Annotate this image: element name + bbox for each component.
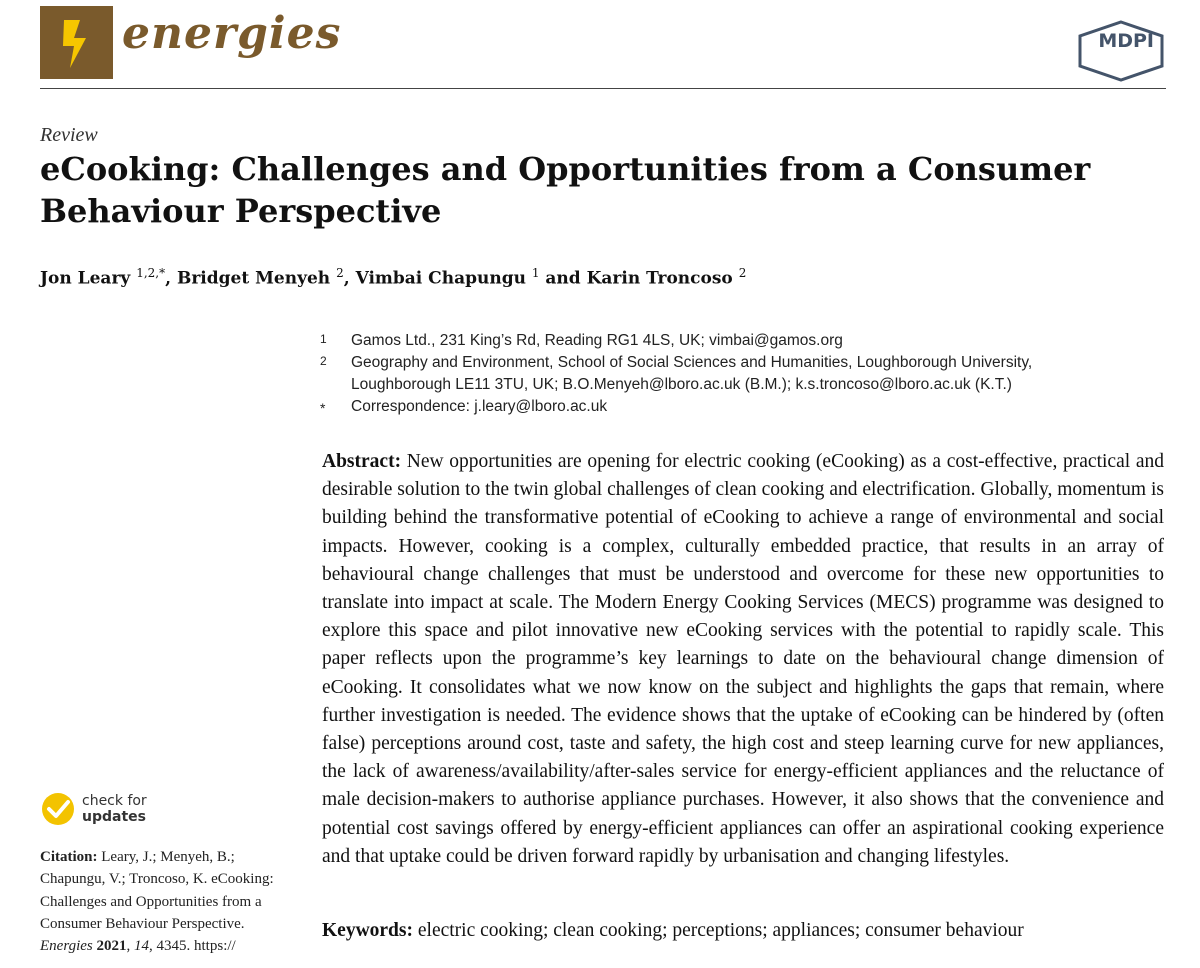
journal-name[interactable]: energies (122, 8, 342, 59)
article-title (40, 148, 1140, 232)
author-affiliation-marker: 2 (738, 266, 747, 280)
correspondence-mark: * (320, 400, 326, 416)
author-list (40, 266, 746, 289)
keywords-label: Keywords: (322, 920, 413, 941)
affiliation-text: Loughborough LE11 3TU, UK; B.O.Menyeh@lboro.ac.uk (B.M.); k.s.troncoso@lboro.ac.uk (K.T.) (351, 376, 1012, 393)
abstract-text: New opportunities are opening for electric cooking (eCooking) as a cost-effective, practical and desirable solution to the twin global challenges of clean cooking and electrification. Globally, momentum is building behind the transformative potential of eCooking to achieve a range of environmental and social impacts. However, cooking is a complex, culturally embedded practice, that results in an array of behavioural change challenges that must be understood and overcome for these new opportunities to translate into impact at scale. The Modern Energy Cooking Services (MECS) programme was designed to explore this space and pilot innovative new eCooking services with the potential to rapidly scale. This paper reflects upon the programme’s key learnings to date on the behavioural change dimension of eCooking. It consolidates what we now know on the subject and highlights the gaps that remain, where further investigation is needed. The evidence shows that the uptake of eCooking can be hindered by (often false) perceptions around cost, taste and safety, the high cost and steep learning curve for new appliances, the lack of awareness/availability/after-sales service for energy-efficient appliances and the reluctance of male decision-makers to authorise appliance purchases. However, it also shows that the convenience and potential cost savings offered by energy-efficient appliances can offer an aspirational cooking experience and that uptake could be driven forward rapidly by urbanisation and changing lifestyles. (322, 451, 1165, 867)
citation-text: Leary, J.; Menyeh, B.; Chapungu, V.; Troncoso, K. eCooking: Challenges and Opportunities from a Consumer Behaviour Perspective. (40, 849, 274, 932)
author-separator: and (539, 268, 587, 289)
affiliations (320, 330, 1160, 418)
abstract-label: Abstract: (322, 451, 402, 472)
author-affiliation-marker: 1 (531, 266, 540, 280)
keywords (322, 920, 1164, 942)
author-name[interactable]: Karin Troncoso (586, 268, 733, 289)
publisher-logo[interactable]: MDPI (1098, 30, 1154, 52)
affiliation-item (320, 352, 1160, 396)
citation-block: Citation: Leary, J.; Menyeh, B.; Chapungu, V.; Troncoso, K. eCooking: Challenges and Opportunities from a Consumer Behaviour Perspective. Energies 2021, 14, 4345. https:// (40, 849, 274, 955)
correspondence (320, 396, 1160, 418)
check-updates-icon (40, 791, 76, 827)
check-updates-line: updates (82, 809, 146, 825)
citation-journal: Energies (40, 938, 93, 955)
affiliation-number: 1 (320, 332, 327, 346)
author-affiliation-marker: 2 (336, 266, 344, 280)
abstract (322, 448, 1164, 871)
citation-rest[interactable]: , 4345. https:// (149, 938, 236, 955)
citation-year: 2021 (96, 938, 127, 955)
author-name[interactable]: Bridget Menyeh (176, 268, 331, 289)
author-affiliation-marker: 1,2,* (136, 266, 166, 280)
check-updates-line: check for (82, 793, 147, 809)
journal-header (40, 6, 1166, 88)
affiliation-text: Geography and Environment, School of Social Sciences and Humanities, Loughborough University, (351, 354, 1033, 371)
citation-volume: 14 (134, 938, 150, 955)
lightning-bolt-icon (40, 6, 113, 79)
header-divider (40, 88, 1166, 89)
author-separator: , (343, 268, 356, 289)
citation-label: Citation: (40, 849, 98, 865)
title-line: Behaviour Perspective (40, 192, 442, 230)
affiliation-text: Gamos Ltd., 231 King’s Rd, Reading RG1 4LS, UK; vimbai@gamos.org (351, 332, 843, 349)
correspondence-text[interactable]: Correspondence: j.leary@lboro.ac.uk (351, 398, 608, 415)
check-for-updates-button[interactable] (40, 791, 200, 831)
affiliation-number: 2 (320, 354, 327, 368)
affiliation-item (320, 330, 1160, 352)
author-separator: , (165, 268, 177, 289)
journal-logo[interactable] (40, 6, 113, 79)
keywords-text: electric cooking; clean cooking; perceptions; appliances; consumer behaviour (417, 920, 1024, 941)
author-name[interactable]: Jon Leary (40, 268, 131, 289)
article-type: Review (40, 124, 98, 146)
author-name[interactable]: Vimbai Chapungu (355, 268, 526, 289)
check-updates-label (82, 793, 147, 825)
title-line: eCooking: Challenges and Opportunities from a Consumer (40, 150, 1091, 188)
